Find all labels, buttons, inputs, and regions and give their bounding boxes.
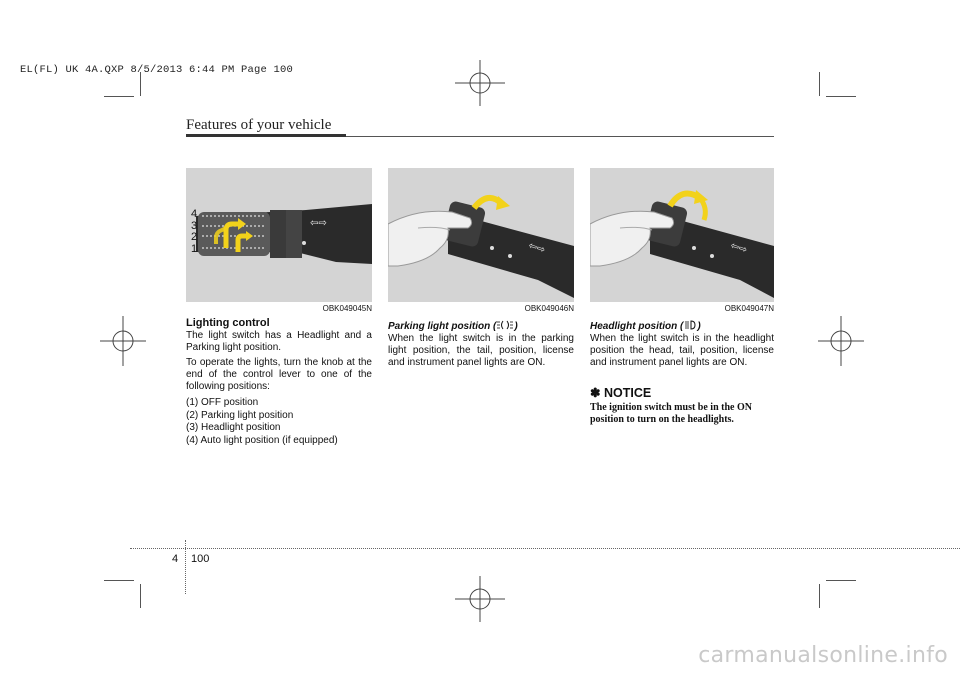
figure-caption: OBK049045N xyxy=(322,304,372,313)
paragraph: The light switch has a Headlight and a Parking light position. xyxy=(186,330,372,353)
page-number: 100 xyxy=(191,553,210,565)
figure-caption: OBK049046N xyxy=(524,304,574,313)
heading-parking-light: Parking light position ( ) xyxy=(388,321,518,332)
headlight-icon xyxy=(683,320,697,330)
callout-1: 1 xyxy=(191,242,198,255)
registration-mark-right xyxy=(818,316,864,366)
list-item: (1) OFF position xyxy=(186,397,259,408)
figure-parking-light xyxy=(388,168,574,302)
heading-headlight: Headlight position ( ) xyxy=(590,321,701,332)
list-item: (2) Parking light position xyxy=(186,409,294,421)
heading-lighting-control: Lighting control xyxy=(186,317,270,329)
column-parking-light xyxy=(388,320,574,369)
section-title: Features of your vehicle xyxy=(186,117,332,133)
registration-mark-left xyxy=(100,316,146,366)
callout-3: 3 xyxy=(191,219,198,232)
chapter-number: 4 xyxy=(172,553,179,565)
callout-2: 2 xyxy=(191,231,198,243)
figure-caption: OBK049047N xyxy=(724,304,774,313)
notice-heading: ✽ NOTICE xyxy=(590,386,652,400)
callout-4: 4 xyxy=(191,208,198,220)
registration-mark-top xyxy=(455,60,505,106)
footer-divider xyxy=(185,540,186,594)
parking-light-icon xyxy=(496,320,514,330)
notice-text: The ignition switch must be in the ON position to turn on the headlights. xyxy=(590,402,752,425)
footer-rule xyxy=(130,548,960,549)
svg-text:⇦⇨: ⇦⇨ xyxy=(527,240,547,257)
list-item: (4) Auto light position (if equipped) xyxy=(186,434,338,446)
figure-headlight xyxy=(590,168,774,302)
svg-text:⇦⇨: ⇦⇨ xyxy=(310,218,327,229)
registration-mark-bottom xyxy=(455,576,505,622)
list-item: (3) Headlight position xyxy=(186,422,281,433)
paragraph: When the light switch is in the parking light position, the tail, position, license and instrument panel lights are ON. xyxy=(388,333,574,368)
paragraph: When the light switch is in the headlight position the head, tail, position, license and instrument panel lights are ON. xyxy=(590,333,774,368)
notice-symbol-icon: ✽ xyxy=(590,386,601,400)
print-slug: EL(FL) UK 4A.QXP 8/5/2013 6:44 PM Page 100 xyxy=(20,64,294,76)
paragraph: To operate the lights, turn the knob at the end of the control lever to one of the following positions: xyxy=(186,357,372,392)
svg-text:⇦⇨: ⇦⇨ xyxy=(729,240,749,257)
column-headlight xyxy=(590,320,774,426)
figure-lever-positions xyxy=(186,168,372,302)
column-lighting-control xyxy=(186,317,372,447)
watermark: carmanualsonline.info xyxy=(698,643,948,668)
header-rule-accent xyxy=(186,134,346,137)
position-list xyxy=(186,397,372,447)
